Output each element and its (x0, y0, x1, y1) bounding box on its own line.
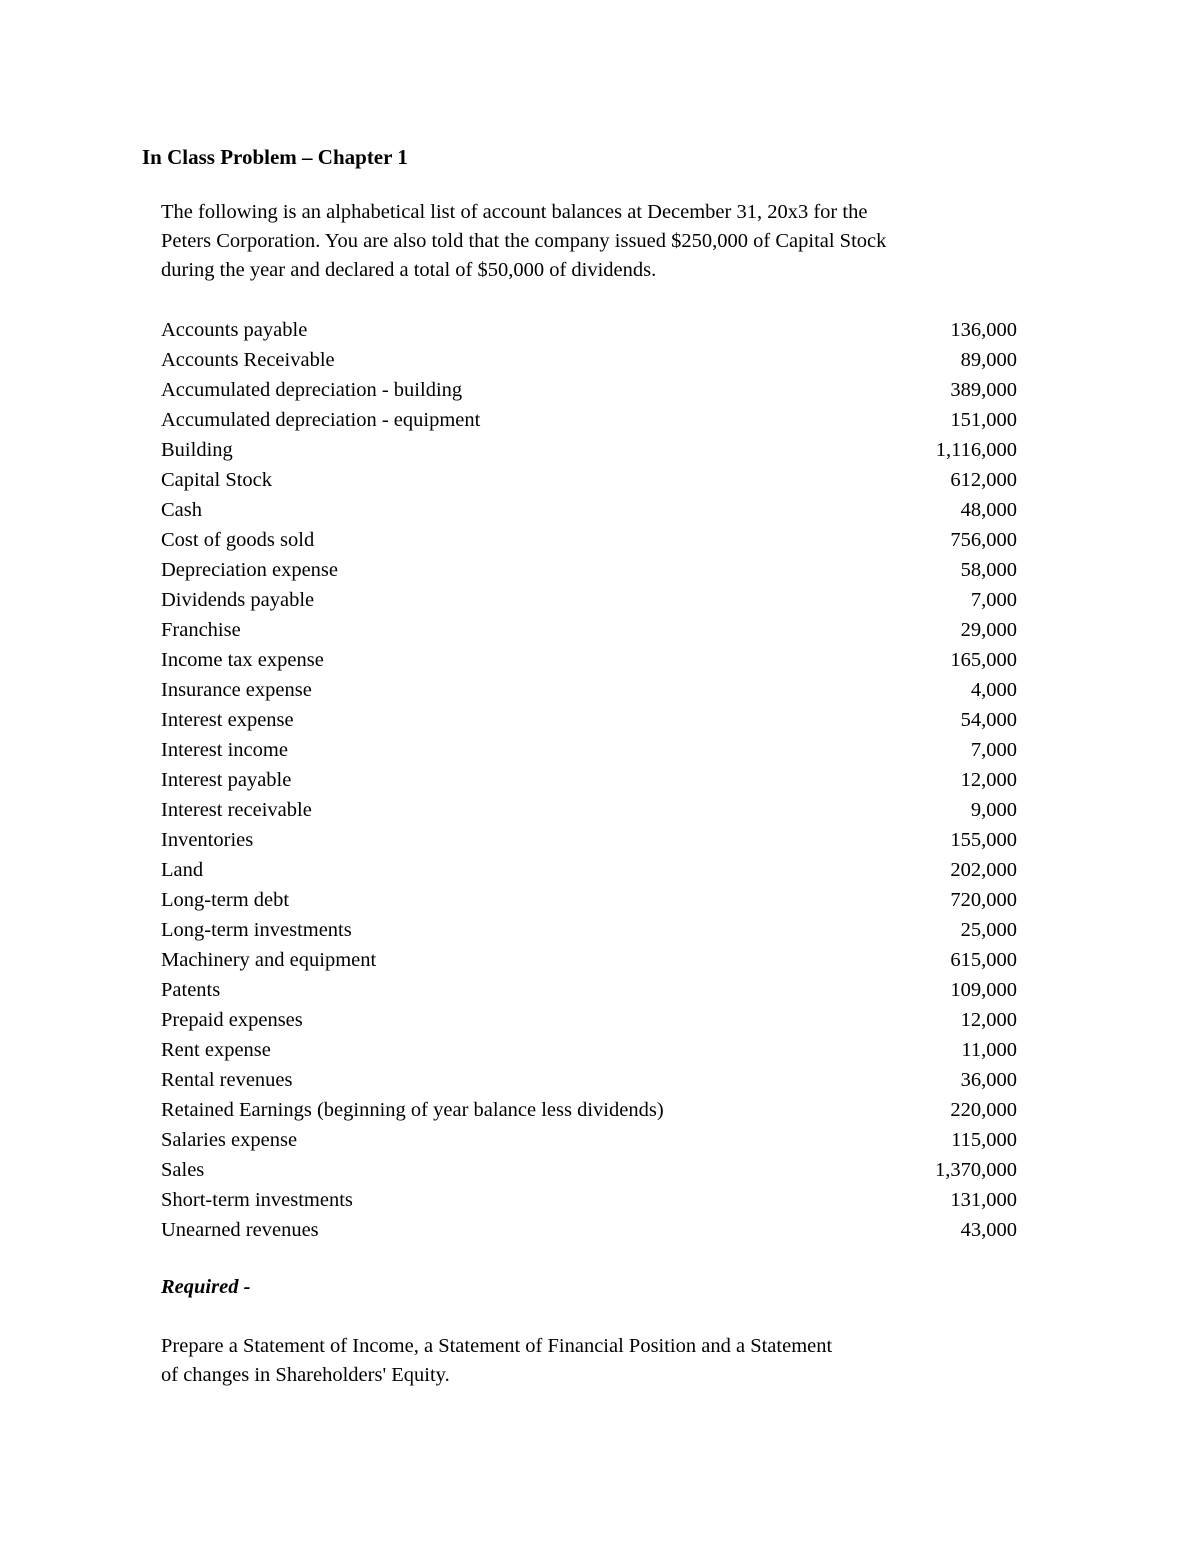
account-amount: 36,000 (960, 1069, 1017, 1091)
account-amount: 202,000 (950, 859, 1017, 881)
account-amount: 136,000 (950, 319, 1017, 341)
account-amount: 115,000 (951, 1129, 1017, 1151)
account-row (161, 945, 1017, 975)
account-name: Cash (161, 499, 202, 521)
account-name: Interest receivable (161, 799, 312, 821)
account-name: Building (161, 439, 233, 461)
page-title: In Class Problem – Chapter 1 (142, 145, 408, 169)
account-row (161, 465, 1017, 495)
account-row (161, 1155, 1017, 1185)
account-amount: 165,000 (950, 649, 1017, 671)
account-amount: 9,000 (970, 799, 1017, 821)
account-row (161, 1185, 1017, 1215)
account-name: Cost of goods sold (161, 529, 315, 551)
account-row (161, 1005, 1017, 1035)
account-row (161, 405, 1017, 435)
account-name: Dividends payable (161, 589, 315, 611)
instruction-line: of changes in Shareholders' Equity. (161, 1364, 450, 1386)
account-row (161, 1065, 1017, 1095)
account-amount: 131,000 (950, 1189, 1017, 1211)
account-name: Long-term debt (161, 889, 290, 911)
account-row (161, 885, 1017, 915)
account-amount: 4,000 (970, 679, 1017, 701)
account-name: Prepaid expenses (161, 1009, 303, 1031)
account-name: Unearned revenues (161, 1219, 319, 1241)
account-name: Franchise (161, 619, 241, 641)
account-amount: 109,000 (950, 979, 1017, 1001)
account-row (161, 705, 1017, 735)
account-amount: 25,000 (960, 919, 1017, 941)
account-amount: 615,000 (950, 949, 1017, 971)
account-amount: 1,370,000 (935, 1159, 1017, 1181)
account-name: Retained Earnings (beginning of year balance less dividends) (161, 1099, 664, 1121)
account-amount: 7,000 (970, 739, 1017, 761)
account-row (161, 345, 1017, 375)
account-amount: 612,000 (950, 469, 1017, 491)
account-amount: 89,000 (960, 349, 1017, 371)
account-amount: 48,000 (960, 499, 1017, 521)
account-amount: 58,000 (960, 559, 1017, 581)
intro-line: Peters Corporation. You are also told that the company issued $250,000 of Capital Stock (161, 230, 887, 252)
intro-line: during the year and declared a total of $50,000 of dividends. (161, 259, 657, 281)
account-name: Income tax expense (161, 649, 324, 671)
account-name: Machinery and equipment (161, 949, 377, 971)
account-name: Rental revenues (161, 1069, 293, 1091)
account-row (161, 435, 1017, 465)
account-balances-list (161, 315, 1017, 1245)
account-name: Accounts Receivable (161, 349, 335, 371)
account-name: Capital Stock (161, 469, 273, 491)
intro-paragraph (161, 198, 1031, 285)
account-row (161, 735, 1017, 765)
account-amount: 220,000 (950, 1099, 1017, 1121)
account-row (161, 915, 1017, 945)
account-row (161, 525, 1017, 555)
intro-line: The following is an alphabetical list of account balances at December 31, 20x3 for the (161, 201, 868, 223)
account-row (161, 855, 1017, 885)
account-row (161, 495, 1017, 525)
account-amount: 11,000 (961, 1039, 1017, 1061)
account-amount: 151,000 (950, 409, 1017, 431)
account-name: Salaries expense (161, 1129, 298, 1151)
account-name: Land (161, 859, 204, 881)
account-row (161, 1035, 1017, 1065)
instructions-paragraph (161, 1332, 1031, 1390)
account-name: Interest income (161, 739, 288, 761)
account-amount: 155,000 (950, 829, 1017, 851)
account-name: Insurance expense (161, 679, 312, 701)
account-row (161, 675, 1017, 705)
account-row (161, 1215, 1017, 1245)
account-name: Interest expense (161, 709, 294, 731)
account-row (161, 585, 1017, 615)
account-name: Interest payable (161, 769, 292, 791)
account-row (161, 555, 1017, 585)
account-row (161, 825, 1017, 855)
instruction-line: Prepare a Statement of Income, a Statement of Financial Position and a Statement (161, 1335, 833, 1357)
account-row (161, 615, 1017, 645)
account-row (161, 1095, 1017, 1125)
account-name: Accumulated depreciation - equipment (161, 409, 481, 431)
account-amount: 7,000 (970, 589, 1017, 611)
account-name: Long-term investments (161, 919, 352, 941)
account-name: Patents (161, 979, 221, 1001)
account-name: Short-term investments (161, 1189, 353, 1211)
account-amount: 720,000 (950, 889, 1017, 911)
required-heading: Required - (161, 1276, 251, 1298)
account-row (161, 315, 1017, 345)
account-name: Depreciation expense (161, 559, 339, 581)
account-row (161, 645, 1017, 675)
account-name: Accounts payable (161, 319, 308, 341)
account-name: Accumulated depreciation - building (161, 379, 463, 401)
account-row (161, 795, 1017, 825)
account-amount: 43,000 (960, 1219, 1017, 1241)
account-name: Inventories (161, 829, 254, 851)
account-row (161, 765, 1017, 795)
account-amount: 54,000 (960, 709, 1017, 731)
account-name: Rent expense (161, 1039, 271, 1061)
account-amount: 12,000 (960, 769, 1017, 791)
account-row (161, 975, 1017, 1005)
account-amount: 389,000 (950, 379, 1017, 401)
account-amount: 12,000 (960, 1009, 1017, 1031)
account-row (161, 1125, 1017, 1155)
account-row (161, 375, 1017, 405)
account-amount: 756,000 (950, 529, 1017, 551)
account-name: Sales (161, 1159, 205, 1181)
account-amount: 29,000 (960, 619, 1017, 641)
account-amount: 1,116,000 (935, 439, 1017, 461)
